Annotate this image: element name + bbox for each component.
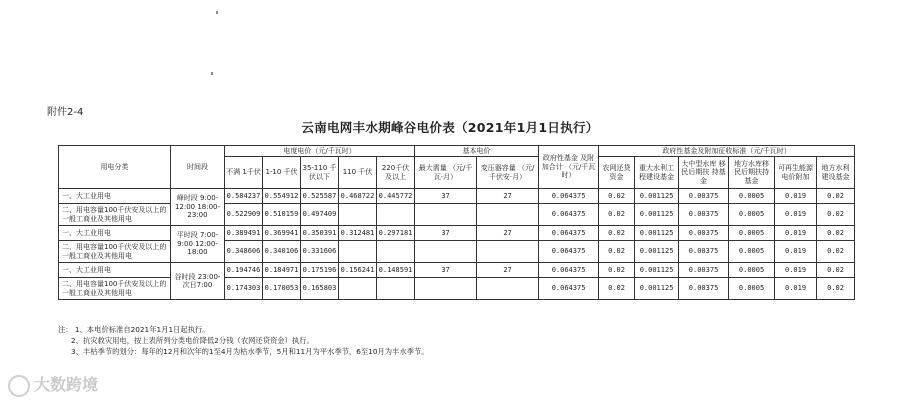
row-category: 二、用电容量100千伏安及以上的一般工商业及其他用电 [59, 278, 171, 300]
header-energy-price: 电度电价（元/千瓦时） [225, 146, 415, 157]
demand-cell [415, 204, 477, 226]
transformer-cell: 27 [477, 263, 539, 278]
attachment-label: 附件2-4 [47, 107, 84, 118]
transformer-cell [477, 278, 539, 300]
fund-cell: 0.02 [817, 278, 855, 300]
gov-total-cell: 0.064375 [539, 189, 599, 204]
fund-cell: 0.00375 [679, 263, 729, 278]
price-cell: 0.297181 [377, 226, 415, 241]
price-cell: 0.312481 [339, 226, 377, 241]
time-period-cell: 平时段 7:00-9:00 12:00-18:00 [171, 226, 225, 263]
header-fund-col: 可再生能源 电价附加 [775, 157, 817, 189]
price-cell: 0.148591 [377, 263, 415, 278]
price-cell: 0.340106 [263, 241, 301, 263]
header-category: 用电分类 [59, 146, 171, 189]
price-cell: 0.175196 [301, 263, 339, 278]
fund-cell: 0.02 [817, 263, 855, 278]
fund-cell: 0.001125 [635, 263, 679, 278]
price-cell: 0.522909 [225, 204, 263, 226]
price-cell [339, 204, 377, 226]
fund-cell: 0.0005 [729, 278, 775, 300]
fund-cell: 0.0005 [729, 226, 775, 241]
header-voltage-col: 不满 1千伏 [225, 157, 263, 189]
row-category: 一、大工业用电 [59, 263, 171, 278]
time-period-cell: 谷时段 23:00- 次日7:00 [171, 263, 225, 300]
price-cell: 0.497409 [301, 204, 339, 226]
header-fund-col: 地方水库移 民后期扶持 基金 [729, 157, 775, 189]
gov-total-cell: 0.064375 [539, 263, 599, 278]
transformer-cell: 27 [477, 189, 539, 204]
note-line: 3、丰枯季节的划分：每年的12月和次年的1至4月为枯水季节，5月和11月为平水季节，6至10月为丰水季节。 [71, 347, 429, 356]
price-cell [339, 278, 377, 300]
demand-cell [415, 278, 477, 300]
fund-cell: 0.019 [775, 189, 817, 204]
scan-speck [216, 11, 218, 14]
price-cell: 0.348606 [225, 241, 263, 263]
notes [58, 324, 429, 357]
demand-cell: 37 [415, 226, 477, 241]
demand-cell: 37 [415, 263, 477, 278]
header-fund-col: 农网还贷 资金 [599, 157, 635, 189]
header-voltage-col: 35-110 千伏以下 [301, 157, 339, 189]
fund-cell: 0.02 [817, 241, 855, 263]
gov-total-cell: 0.064375 [539, 226, 599, 241]
note-line: 注： 1、本电价标准自2021年1月1日起执行。 [58, 325, 210, 334]
fund-cell: 0.0005 [729, 241, 775, 263]
fund-cell: 0.02 [817, 189, 855, 204]
row-category: 一、大工业用电 [59, 189, 171, 204]
time-period-cell: 峰时段 9:00-12:00 18:00-23:00 [171, 189, 225, 226]
price-cell: 0.170053 [263, 278, 301, 300]
watermark-text: 大数跨境 [34, 375, 99, 394]
header-voltage-col: 1-10 千伏 [263, 157, 301, 189]
row-category: 一、大工业用电 [59, 226, 171, 241]
price-cell: 0.350391 [301, 226, 339, 241]
price-cell: 0.165803 [301, 278, 339, 300]
header-fund-col: 大中型水库 移民后期扶 持基金 [679, 157, 729, 189]
fund-cell: 0.019 [775, 263, 817, 278]
table-row [59, 263, 855, 278]
header-basic-price: 基本电价 [415, 146, 539, 157]
price-cell: 0.554912 [263, 189, 301, 204]
fund-cell: 0.00375 [679, 278, 729, 300]
fund-cell: 0.02 [599, 263, 635, 278]
transformer-cell [477, 241, 539, 263]
fund-cell: 0.001125 [635, 278, 679, 300]
row-category: 二、用电容量100千伏安及以上的一般工商业及其他用电 [59, 241, 171, 263]
fund-cell: 0.019 [775, 226, 817, 241]
header-gov-total: 政府性基金 及附加合计 （元/千瓦时） [539, 146, 599, 189]
fund-cell: 0.0005 [729, 204, 775, 226]
fund-cell: 0.0005 [729, 189, 775, 204]
price-cell: 0.468722 [339, 189, 377, 204]
price-cell: 0.389491 [225, 226, 263, 241]
fund-cell: 0.02 [817, 226, 855, 241]
price-cell: 0.445772 [377, 189, 415, 204]
watermark [8, 372, 98, 397]
scan-speck [211, 72, 213, 75]
fund-cell: 0.019 [775, 204, 817, 226]
price-cell: 0.331606 [301, 241, 339, 263]
price-cell [377, 241, 415, 263]
fund-cell: 0.02 [599, 241, 635, 263]
header-fund-col: 地方水利 建设基金 [817, 157, 855, 189]
fund-cell: 0.02 [817, 204, 855, 226]
watermark-logo-icon [8, 375, 30, 397]
fund-cell: 0.00375 [679, 226, 729, 241]
page-title: 云南电网丰水期峰谷电价表（2021年1月1日执行） [301, 120, 599, 135]
fund-cell: 0.00375 [679, 189, 729, 204]
price-cell [377, 204, 415, 226]
table-row [59, 189, 855, 204]
demand-cell: 37 [415, 189, 477, 204]
price-cell: 0.174303 [225, 278, 263, 300]
fund-cell: 0.02 [599, 204, 635, 226]
price-cell: 0.510159 [263, 204, 301, 226]
fund-cell: 0.00375 [679, 241, 729, 263]
header-demand-col: 最大需量 （元/千瓦·月） [415, 157, 477, 189]
header-voltage-col: 220千伏 及以上 [377, 157, 415, 189]
demand-cell [415, 241, 477, 263]
note-line: 2、抗灾救灾用电，按上表所列分类电价降低2分钱（农网还贷资金）执行。 [71, 336, 314, 345]
price-cell: 0.184971 [263, 263, 301, 278]
fund-cell: 0.001125 [635, 241, 679, 263]
price-cell: 0.525587 [301, 189, 339, 204]
fund-cell: 0.0005 [729, 263, 775, 278]
price-cell [377, 278, 415, 300]
table-row [59, 226, 855, 241]
fund-cell: 0.02 [599, 226, 635, 241]
transformer-cell: 27 [477, 226, 539, 241]
header-gov-funds: 政府性基金及附加征收标准（元/千瓦时） [599, 146, 855, 157]
header-transformer-col: 变压器容量 （元/千伏安·月） [477, 157, 539, 189]
fund-cell: 0.001125 [635, 226, 679, 241]
fund-cell: 0.02 [599, 278, 635, 300]
transformer-cell [477, 204, 539, 226]
gov-total-cell: 0.064375 [539, 278, 599, 300]
fund-cell: 0.019 [775, 241, 817, 263]
header-time-period: 时间段 [171, 146, 225, 189]
price-cell: 0.156241 [339, 263, 377, 278]
price-cell: 0.584237 [225, 189, 263, 204]
gov-total-cell: 0.064375 [539, 204, 599, 226]
price-cell: 0.194746 [225, 263, 263, 278]
header-voltage-col: 110 千伏 [339, 157, 377, 189]
fund-cell: 0.001125 [635, 204, 679, 226]
price-cell [339, 241, 377, 263]
fund-cell: 0.019 [775, 278, 817, 300]
tariff-table [58, 145, 855, 300]
fund-cell: 0.00375 [679, 204, 729, 226]
fund-cell: 0.02 [599, 189, 635, 204]
header-fund-col: 重大水利工 程建设基金 [635, 157, 679, 189]
row-category: 二、用电容量100千伏安及以上的一般工商业及其他用电 [59, 204, 171, 226]
price-cell: 0.369941 [263, 226, 301, 241]
fund-cell: 0.001125 [635, 189, 679, 204]
gov-total-cell: 0.064375 [539, 241, 599, 263]
